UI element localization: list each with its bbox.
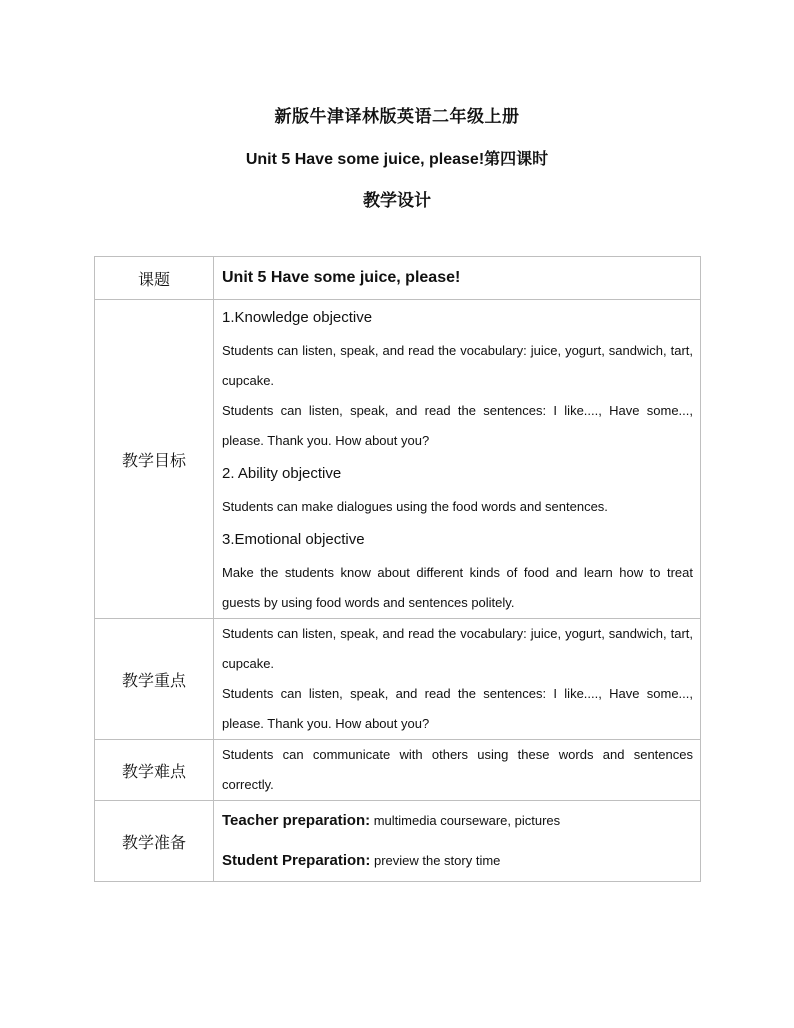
ability-objective-heading: 2. Ability objective bbox=[222, 465, 342, 482]
key-points-vocab: Students can listen, speak, and read the vocabulary: juice, yogurt, sandwich, tart, cupcake. bbox=[222, 626, 693, 671]
knowledge-objective-heading: 1.Knowledge objective bbox=[222, 309, 373, 326]
objectives-label: 教学目标 bbox=[95, 300, 214, 619]
preparation-label: 教学准备 bbox=[95, 801, 214, 882]
table-row-difficulties bbox=[95, 740, 701, 801]
objectives-cell bbox=[214, 300, 701, 619]
table-row-key-points bbox=[95, 619, 701, 740]
difficulties-cell bbox=[214, 740, 701, 801]
lesson-plan-table bbox=[94, 256, 701, 882]
difficulties-label: 教学难点 bbox=[95, 740, 214, 801]
table-row-topic bbox=[95, 257, 701, 300]
topic-value: Unit 5 Have some juice, please! bbox=[214, 257, 701, 300]
knowledge-objective-sentences: Students can listen, speak, and read the sentences: I like...., Have some..., please. Thank you. How about you? bbox=[222, 403, 693, 448]
teacher-preparation-label: Teacher preparation: bbox=[222, 812, 371, 829]
student-preparation-label: Student Preparation: bbox=[222, 852, 371, 869]
key-points-cell bbox=[214, 619, 701, 740]
document-type-heading: 教学设计 bbox=[363, 191, 431, 210]
topic-label: 课题 bbox=[95, 257, 214, 300]
knowledge-objective-vocab: Students can listen, speak, and read the vocabulary: juice, yogurt, sandwich, tart, cupcake. bbox=[222, 343, 693, 388]
student-preparation-value: preview the story time bbox=[370, 853, 501, 868]
preparation-cell bbox=[214, 801, 701, 882]
student-preparation bbox=[222, 841, 693, 881]
table-row-objectives bbox=[95, 300, 701, 619]
teacher-preparation bbox=[222, 801, 693, 841]
key-points-label: 教学重点 bbox=[95, 619, 214, 740]
ability-objective-text: Students can make dialogues using the food words and sentences. bbox=[222, 499, 608, 514]
emotional-objective-heading: 3.Emotional objective bbox=[222, 531, 365, 548]
emotional-objective-text: Make the students know about different kinds of food and learn how to treat guests by using food words and sentences politely. bbox=[222, 565, 693, 610]
document-title: 新版牛津译林版英语二年级上册 bbox=[274, 107, 520, 126]
document-subtitle: Unit 5 Have some juice, please!第四课时 bbox=[245, 151, 549, 168]
difficulties-text: Students can communicate with others using these words and sentences correctly. bbox=[222, 747, 693, 792]
key-points-sentences: Students can listen, speak, and read the sentences: I like...., Have some..., please. Thank you. How about you? bbox=[222, 686, 693, 731]
teacher-preparation-value: multimedia courseware, pictures bbox=[370, 813, 561, 828]
table-row-preparation bbox=[95, 801, 701, 882]
